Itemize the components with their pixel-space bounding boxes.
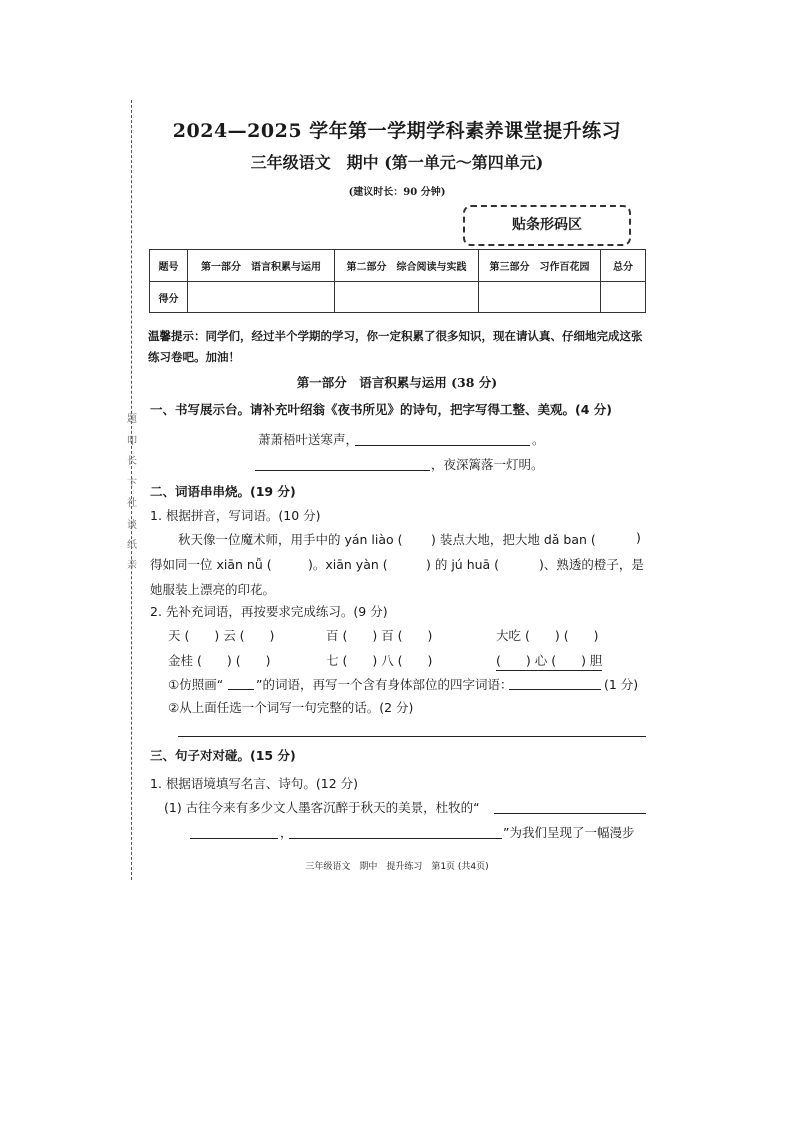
poem-line1-end: 。 [532,432,545,447]
section1-heading: 一、书写展示台。请补充叶绍翁《夜书所见》的诗句，把字写得工整、美观。(4 分) [150,402,612,417]
pinyin-line2-b: )。xiān yàn ( [308,557,388,572]
sample-underline-mark [228,689,254,690]
q2-instruction2: ②从上面任选一个词写一句完整的话。(2 分) [168,700,414,715]
pinyin-line2-d: )、熟透的橙子，是 [539,557,644,572]
score-row-label: 得分 [150,282,188,313]
exam-title: 2024—2025 学年第一学期学科素养课堂提升练习 [172,120,622,142]
score-header-part2: 第二部分 综合阅读与实践 [335,250,479,282]
section2-heading: 二、词语串串烧。(19 分) [150,484,296,499]
pinyin-line2-c: ) 的 jú huā ( [426,557,500,572]
body-idiom-blank[interactable] [509,689,601,690]
margin-char: 长 [127,456,137,467]
sentence-answer-line[interactable] [178,736,646,737]
margin-char: 题 [127,414,137,425]
idiom-5[interactable]: 七 ( ) 八 ( ) [326,653,433,668]
q2-instruction1-b: ”的词语，再写一个含有身体部位的四字词语： [256,677,513,692]
margin-char: 纸 [127,540,137,551]
margin-char: 卞 [127,478,137,489]
poem-blank-1[interactable] [355,445,530,446]
idiom-2[interactable]: 百 ( ) 百 ( ) [326,628,433,643]
barcode-area: 贴条形码区 [463,205,631,246]
section3-q1: 1. 根据语境填写名言、诗句。(12 分) [150,776,359,791]
poem-blank-4[interactable] [190,838,278,839]
exam-subtitle: 三年级语文 期中 (第一单元～第四单元) [250,153,544,172]
score-header-total: 总分 [601,250,646,282]
poem-blank-3[interactable] [494,813,646,814]
section2-q2: 2. 先补充词语，再按要求完成练习。(9 分) [150,604,388,619]
score-header-part3: 第三部分 习作百花园 [479,250,601,282]
part1-title: 第一部分 语言积累与运用 (38 分) [296,375,498,390]
score-cell-part2[interactable] [335,282,479,313]
idiom-1[interactable]: 天 ( ) 云 ( ) [168,628,275,643]
pinyin-line1-c: ) [636,530,641,545]
poem-line1-prefix: 萧萧梧叶送寒声， [258,432,359,447]
binding-margin-line [131,100,132,880]
pinyin-line1-b: ) 装点大地，把大地 dǎ ban ( [431,532,596,547]
idiom-3[interactable]: 大吃 ( ) ( ) [496,628,599,643]
idiom-4[interactable]: 金桂 ( ) ( ) [168,653,271,668]
score-cell-total[interactable] [601,282,646,313]
suggested-duration: (建议时长：90 分钟) [348,187,446,198]
pinyin-line1-a: 秋天像一位魔术师，用手中的 yán liào ( [178,532,403,547]
section2-q1: 1. 根据拼音，写词语。(10 分) [150,508,321,523]
warm-tip: 温馨提示：同学们，经过半个学期的学习，你一定积累了很多知识，现在请认真、仔细地完成这张练习卷吧。加油！ [148,329,643,364]
page-footer: 三年级语文 期中 提升练习 第1页 (共4页) [305,862,489,872]
section3-item1-a: (1) 古往今来有多少文人墨客沉醉于秋天的美景，杜牧的“ [164,800,480,815]
section3-item1-b: ”为我们呈现了一幅漫步 [503,825,635,840]
score-header-number: 题号 [150,250,188,282]
margin-char: 社 [127,498,137,509]
pinyin-line2-a: 得如同一位 xiān nǚ ( [150,557,272,572]
score-cell-part1[interactable] [188,282,335,313]
section3-item1-comma: ， [280,825,293,840]
score-cell-part3[interactable] [479,282,601,313]
q2-instruction1-a: ①仿照画“ [168,677,224,692]
score-header-part1: 第一部分 语言积累与运用 [188,250,335,282]
poem-blank-5[interactable] [289,838,502,839]
poem-blank-2[interactable] [255,470,430,471]
margin-char: 亲 [127,560,137,571]
margin-char: 叩 [127,436,137,447]
idiom-6-underlined[interactable]: ( ) 心 ( ) 胆 [496,651,602,671]
section3-heading: 三、句子对对碰。(15 分) [150,748,296,763]
score-table [149,249,646,313]
margin-char: 谈 [127,520,137,531]
pinyin-line3: 她服装上漂亮的印花。 [150,582,276,597]
poem-line2-suffix: ，夜深篱落一灯明。 [431,457,544,472]
q2-instruction1-c: (1 分) [604,677,639,692]
